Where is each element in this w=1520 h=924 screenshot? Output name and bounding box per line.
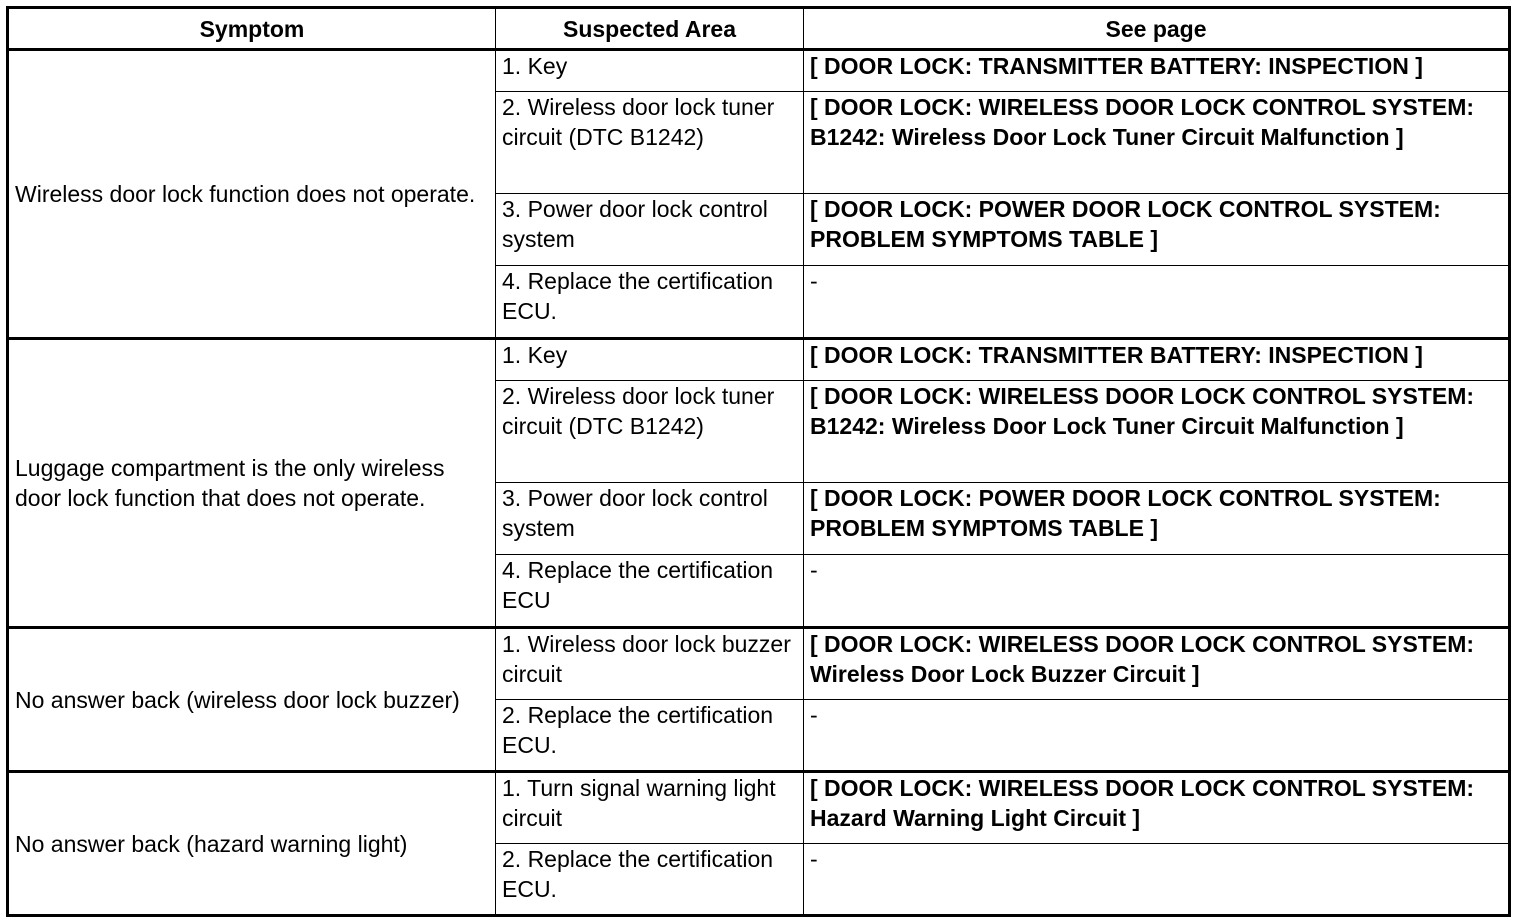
see-page-link[interactable]: [ DOOR LOCK: TRANSMITTER BATTERY: INSPECTION ]	[804, 339, 1510, 381]
header-row	[8, 8, 1510, 50]
suspected-area-cell: 1. Turn signal warning light circuit	[496, 772, 804, 844]
suspected-area-cell: 1. Key	[496, 50, 804, 92]
header-symptom: Symptom	[8, 8, 496, 50]
see-page-link[interactable]: [ DOOR LOCK: POWER DOOR LOCK CONTROL SYSTEM: PROBLEM SYMPTOMS TABLE ]	[804, 194, 1510, 266]
see-page-link[interactable]: [ DOOR LOCK: WIRELESS DOOR LOCK CONTROL SYSTEM: Hazard Warning Light Circuit ]	[804, 772, 1510, 844]
see-page-cell: -	[804, 700, 1510, 772]
see-page-cell: -	[804, 555, 1510, 628]
table-row	[8, 628, 1510, 700]
problem-symptoms-table	[6, 6, 1511, 917]
see-page-link[interactable]: [ DOOR LOCK: WIRELESS DOOR LOCK CONTROL SYSTEM: Wireless Door Lock Buzzer Circuit ]	[804, 628, 1510, 700]
suspected-area-cell: 2. Wireless door lock tuner circuit (DTC B1242)	[496, 92, 804, 194]
suspected-area-cell: 4. Replace the certification ECU	[496, 555, 804, 628]
see-page-cell: -	[804, 266, 1510, 339]
suspected-area-cell: 3. Power door lock control system	[496, 483, 804, 555]
suspected-area-cell: 1. Key	[496, 339, 804, 381]
see-page-cell: -	[804, 844, 1510, 916]
suspected-area-cell: 1. Wireless door lock buzzer circuit	[496, 628, 804, 700]
header-see-page: See page	[804, 8, 1510, 50]
table-row	[8, 772, 1510, 844]
see-page-link[interactable]: [ DOOR LOCK: WIRELESS DOOR LOCK CONTROL SYSTEM: B1242: Wireless Door Lock Tuner Circuit Malfunction ]	[804, 381, 1510, 483]
symptom-cell: No answer back (wireless door lock buzzer)	[8, 628, 496, 772]
symptom-cell: Wireless door lock function does not operate.	[8, 50, 496, 339]
see-page-link[interactable]: [ DOOR LOCK: POWER DOOR LOCK CONTROL SYSTEM: PROBLEM SYMPTOMS TABLE ]	[804, 483, 1510, 555]
header-suspected-area: Suspected Area	[496, 8, 804, 50]
symptom-cell: Luggage compartment is the only wireless door lock function that does not operate.	[8, 339, 496, 628]
suspected-area-cell: 2. Replace the certification ECU.	[496, 844, 804, 916]
see-page-link[interactable]: [ DOOR LOCK: TRANSMITTER BATTERY: INSPECTION ]	[804, 50, 1510, 92]
suspected-area-cell: 2. Wireless door lock tuner circuit (DTC B1242)	[496, 381, 804, 483]
see-page-link[interactable]: [ DOOR LOCK: WIRELESS DOOR LOCK CONTROL SYSTEM: B1242: Wireless Door Lock Tuner Circuit Malfunction ]	[804, 92, 1510, 194]
symptom-cell: No answer back (hazard warning light)	[8, 772, 496, 916]
suspected-area-cell: 3. Power door lock control system	[496, 194, 804, 266]
table-row	[8, 50, 1510, 92]
table-row	[8, 339, 1510, 381]
suspected-area-cell: 2. Replace the certification ECU.	[496, 700, 804, 772]
suspected-area-cell: 4. Replace the certification ECU.	[496, 266, 804, 339]
